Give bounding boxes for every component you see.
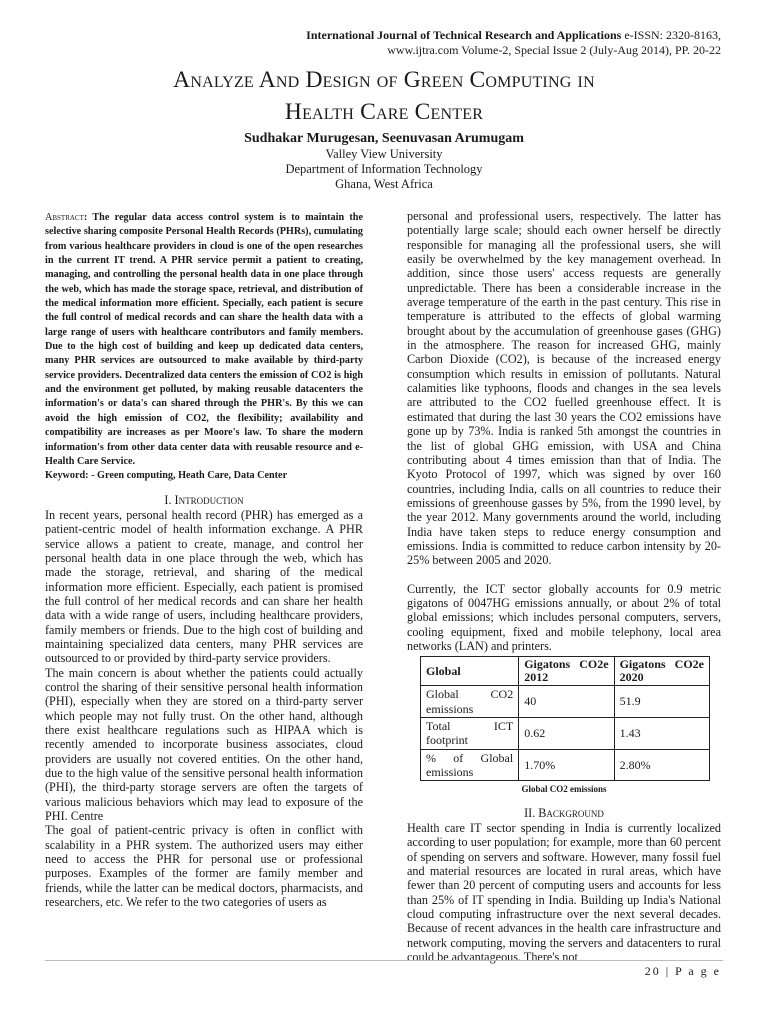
table-cell: 51.9	[614, 686, 709, 718]
journal-issn: e-ISSN: 2320-8163,	[621, 28, 721, 42]
journal-name: International Journal of Technical Research and Applications	[306, 28, 622, 42]
table-row	[421, 749, 710, 781]
table-header-cell: Gigatons CO2e 2020	[614, 657, 709, 686]
table-row	[421, 686, 710, 718]
table-header-row	[421, 657, 710, 686]
title-line-1: Analyze And Design of Green Computing in	[173, 67, 595, 93]
right-column	[407, 209, 721, 965]
table-cell: 40	[519, 686, 614, 718]
abstract-label: Abstract	[45, 212, 84, 223]
paper-title	[40, 64, 728, 128]
table-header-cell: Gigatons CO2e 2012	[519, 657, 614, 686]
university: Valley View University	[325, 147, 443, 161]
background-paragraph-1: Health care IT sector spending in India is currently localized according to user population; for example, more than 60 percent of spending on servers and software. However, many fossil fuel and material resources are located in rural areas, which have fewer than 20 percent of computing users and accounts for less than 25% of IT spending in India. Building up India's National cloud computing infrastructure over the next several decades. Because of recent advances in the health care infrastructure and network computing, moving the servers and datacenters to rural could be advantageous. There's not	[407, 821, 721, 965]
location: Ghana, West Africa	[335, 177, 433, 191]
table-cell: 0.62	[519, 718, 614, 750]
section-1-heading: I. Introduction	[164, 492, 244, 507]
intro-paragraph-3: The goal of patient-centric privacy is often in conflict with scalability in a PHR system. The authorized users may either need to access the PHR for personal use or professional purposes. Examples of the former are family member and friends, while the latter can be medical doctors, pharmacists, and researchers, etc. We refer to the two categories of users as	[45, 823, 363, 910]
table-header-cell: Global	[421, 657, 519, 686]
table-cell: 1.70%	[519, 749, 614, 781]
table-cell: % of Global emissions	[421, 749, 519, 781]
co2-table	[420, 656, 710, 781]
keywords: Keyword: - Green computing, Heath Care, Data Center	[45, 470, 288, 482]
table-cell: 2.80%	[614, 749, 709, 781]
authors: Sudhakar Murugesan, Seenuvasan Arumugam	[244, 131, 524, 146]
abstract	[45, 211, 363, 469]
journal-header	[261, 28, 721, 57]
left-column	[45, 211, 363, 910]
table-row	[421, 718, 710, 750]
right-paragraph-2: Currently, the ICT sector globally accounts for 0.9 metric gigatons of 0047HG emissions annually, or about 2% of total global emissions; which includes personal computers, servers, cooling equipment, fixed and mobile telephony, local area networks (LAN) and printers.	[407, 581, 721, 653]
table-caption: Global CO2 emissions	[521, 784, 607, 795]
footer-rule	[45, 960, 723, 961]
intro-paragraph-1: In recent years, personal health record (PHR) has emerged as a patient-centric model of health information exchange. A PHR service allows a patient to create, manage, and control her personal health data in one place through the web, which has made the storage, retrieval, and sharing of the medical information more efficient. Especially, each patient is promised the full control of her medical records and can share her health data with a wide range of users, including healthcare providers, family members or friends. Due to the high cost of building and maintaining specialized data centers, many PHR services are outsourced to or provided by third-party service providers.	[45, 507, 363, 666]
department: Department of Information Technology	[285, 162, 483, 176]
right-paragraph-1: personal and professional users, respectively. The latter has potentially large scale; should each owner herself be directly responsible for managing all the professional users, she will easily be overwhelmed by the key management overhead. In addition, since those users' access requests are generally unpredictable. There has been a considerable increase in the average temperature of the earth in the past century. This rise in temperature is attributed to the effects of global warming brought about by the accumulation of greenhouse gases (GHG) in the atmosphere. The reason for increased GHG, mainly Carbon Dioxide (CO2), is because of the increased energy consumption which results in emission of pollutants. Natural calamities like typhoons, floods and changes in the sea levels are attributed to the CO2 fuelled greenhouse effect. It is estimated that during the last 30 years the CO2 emissions have gone up by 73%. India is ranked 5th amongst the countries in the list of global GHG emission, with USA and China contributing about 4 times emission than that of India. The Kyoto Protocol of 1997, which was signed by over 160 countries, including India, calls on all countries to reduce their emissions of greenhouse gasses by 5%, from the 1990 level, by the year 2012. Many governments around the world, including India have taken steps to reduce energy consumption and emissions. India is committed to reduce carbon intensity by 20-25% between 2005 and 2020.	[407, 209, 721, 568]
table-cell: Total ICT footprint	[421, 718, 519, 750]
affiliation	[0, 147, 768, 192]
table-cell: Global CO2 emissions	[421, 686, 519, 718]
section-2-heading: II. Background	[524, 805, 604, 820]
paragraph-gap	[407, 568, 721, 582]
table-cell: 1.43	[614, 718, 709, 750]
title-line-2: Health Care Center	[284, 99, 484, 125]
journal-volume: www.ijtra.com Volume-2, Special Issue 2 (July-Aug 2014), PP. 20-22	[387, 42, 721, 57]
intro-paragraph-2: The main concern is about whether the patients could actually control the sharing of their sensitive personal health information (PHI), especially when they are stored on a third-party server which people may not fully trust. On the other hand, although there exist healthcare regulations such as HIPAA which is recently amended to incorporate business associates, cloud providers are usually not covered entities. On the other hand, due to the high value of the sensitive personal health information (PHI), the third-party storage servers are often the targets of various malicious behaviors which may lead to exposure of the PHI. Centre	[45, 665, 363, 824]
page-number: 20 | P a g e	[644, 964, 721, 978]
abstract-text: : The regular data access control system is to maintain the selective sharing composite Personal Health Records (PHRs), cumulating from various healthcare providers in cloud is one of the open researches in the current IT trend. A PHR service permit a patient to creating, managing, and controlling the personal health data in one place through the web, which has made the storage space, retrieval, and distribution of the medical information more efficient. Specially, each patient is secure the full control of medical records and can share the health data with a large range of users with healthcare contributors and family members. Due to the high cost of building and keep up dedicated data centers, many PHR services are outsourced to make available by third-party service providers. Decentralized data centers the emission of CO2 is high and the environment get polluted, by making reusable datacenters the information's or data's can shared through the PHR's. By this we can avoid the high emission of CO2, the flexibility; availability and compatibility are increases as per Moore's law. To share the modern information's from other data center data with reusable resource and e-Health Care Service.	[45, 212, 363, 467]
